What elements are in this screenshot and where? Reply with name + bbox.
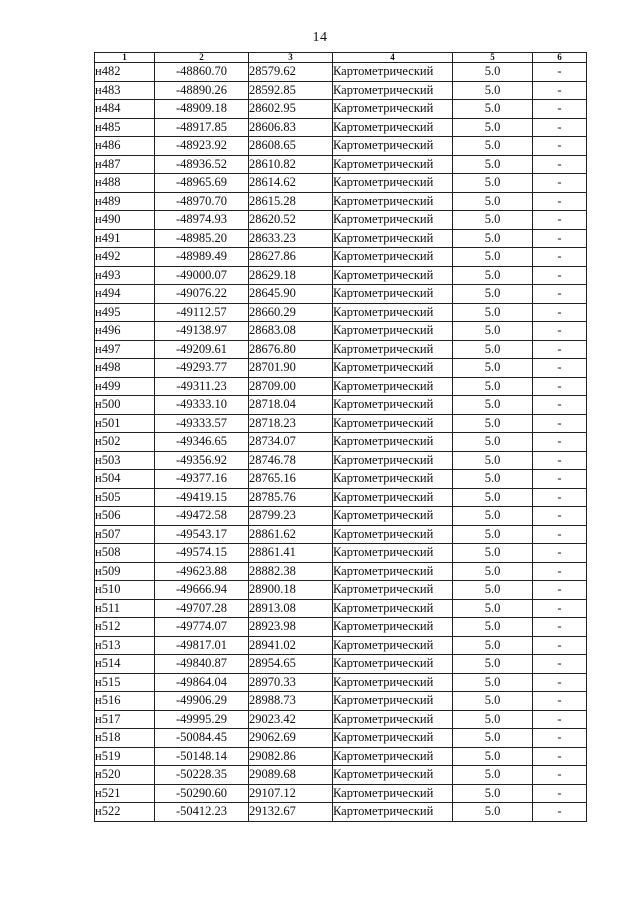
y-coordinate-cell: 28718.23	[249, 414, 333, 433]
method-cell: Картометрический	[333, 488, 453, 507]
table-row	[95, 692, 587, 711]
point-id-cell: н485	[95, 118, 155, 137]
point-id-cell: н488	[95, 174, 155, 193]
note-cell: -	[533, 525, 587, 544]
note-cell: -	[533, 544, 587, 563]
method-cell: Картометрический	[333, 673, 453, 692]
method-cell: Картометрический	[333, 81, 453, 100]
method-cell: Картометрический	[333, 285, 453, 304]
x-coordinate-cell: -49419.15	[155, 488, 249, 507]
method-cell: Картометрический	[333, 747, 453, 766]
point-id-cell: н491	[95, 229, 155, 248]
point-id-cell: н510	[95, 581, 155, 600]
y-coordinate-cell: 28633.23	[249, 229, 333, 248]
point-id-cell: н514	[95, 655, 155, 674]
note-cell: -	[533, 433, 587, 452]
accuracy-cell: 5.0	[453, 692, 533, 711]
x-coordinate-cell: -49666.94	[155, 581, 249, 600]
method-cell: Картометрический	[333, 396, 453, 415]
page-number: 14	[312, 30, 328, 45]
note-cell: -	[533, 488, 587, 507]
accuracy-cell: 5.0	[453, 285, 533, 304]
note-cell: -	[533, 451, 587, 470]
header-cell: 1	[95, 53, 155, 63]
y-coordinate-cell: 28606.83	[249, 118, 333, 137]
accuracy-cell: 5.0	[453, 507, 533, 526]
table-row	[95, 322, 587, 341]
accuracy-cell: 5.0	[453, 211, 533, 230]
method-cell: Картометрический	[333, 784, 453, 803]
x-coordinate-cell: -49472.58	[155, 507, 249, 526]
method-cell: Картометрический	[333, 359, 453, 378]
accuracy-cell: 5.0	[453, 766, 533, 785]
accuracy-cell: 5.0	[453, 192, 533, 211]
table-row	[95, 155, 587, 174]
accuracy-cell: 5.0	[453, 118, 533, 137]
y-coordinate-cell: 29062.69	[249, 729, 333, 748]
y-coordinate-cell: 28882.38	[249, 562, 333, 581]
method-cell: Картометрический	[333, 710, 453, 729]
x-coordinate-cell: -49377.16	[155, 470, 249, 489]
accuracy-cell: 5.0	[453, 155, 533, 174]
note-cell: -	[533, 322, 587, 341]
y-coordinate-cell: 28615.28	[249, 192, 333, 211]
method-cell: Картометрический	[333, 729, 453, 748]
note-cell: -	[533, 63, 587, 82]
y-coordinate-cell: 28746.78	[249, 451, 333, 470]
table-row	[95, 766, 587, 785]
note-cell: -	[533, 303, 587, 322]
x-coordinate-cell: -48890.26	[155, 81, 249, 100]
header-cell: 2	[155, 53, 249, 63]
method-cell: Картометрический	[333, 562, 453, 581]
note-cell: -	[533, 396, 587, 415]
point-id-cell: н516	[95, 692, 155, 711]
method-cell: Картометрический	[333, 599, 453, 618]
table-row	[95, 747, 587, 766]
point-id-cell: н512	[95, 618, 155, 637]
table-row	[95, 618, 587, 637]
x-coordinate-cell: -48965.69	[155, 174, 249, 193]
note-cell: -	[533, 248, 587, 267]
point-id-cell: н518	[95, 729, 155, 748]
point-id-cell: н483	[95, 81, 155, 100]
y-coordinate-cell: 28592.85	[249, 81, 333, 100]
method-cell: Картометрический	[333, 229, 453, 248]
accuracy-cell: 5.0	[453, 63, 533, 82]
accuracy-cell: 5.0	[453, 470, 533, 489]
method-cell: Картометрический	[333, 692, 453, 711]
method-cell: Картометрический	[333, 100, 453, 119]
note-cell: -	[533, 618, 587, 637]
point-id-cell: н495	[95, 303, 155, 322]
x-coordinate-cell: -48936.52	[155, 155, 249, 174]
y-coordinate-cell: 28683.08	[249, 322, 333, 341]
table-row	[95, 137, 587, 156]
x-coordinate-cell: -50290.60	[155, 784, 249, 803]
x-coordinate-cell: -49817.01	[155, 636, 249, 655]
coordinates-table	[94, 52, 587, 822]
accuracy-cell: 5.0	[453, 803, 533, 822]
table-row	[95, 266, 587, 285]
y-coordinate-cell: 28913.08	[249, 599, 333, 618]
accuracy-cell: 5.0	[453, 784, 533, 803]
x-coordinate-cell: -49995.29	[155, 710, 249, 729]
point-id-cell: н482	[95, 63, 155, 82]
note-cell: -	[533, 599, 587, 618]
table-row	[95, 544, 587, 563]
table-row	[95, 470, 587, 489]
accuracy-cell: 5.0	[453, 414, 533, 433]
y-coordinate-cell: 28709.00	[249, 377, 333, 396]
note-cell: -	[533, 710, 587, 729]
method-cell: Картометрический	[333, 507, 453, 526]
x-coordinate-cell: -48917.85	[155, 118, 249, 137]
note-cell: -	[533, 229, 587, 248]
header-row	[95, 53, 587, 63]
table-body	[95, 63, 587, 822]
x-coordinate-cell: -49864.04	[155, 673, 249, 692]
accuracy-cell: 5.0	[453, 248, 533, 267]
y-coordinate-cell: 28645.90	[249, 285, 333, 304]
point-id-cell: н490	[95, 211, 155, 230]
method-cell: Картометрический	[333, 192, 453, 211]
point-id-cell: н517	[95, 710, 155, 729]
x-coordinate-cell: -49076.22	[155, 285, 249, 304]
note-cell: -	[533, 155, 587, 174]
x-coordinate-cell: -49356.92	[155, 451, 249, 470]
accuracy-cell: 5.0	[453, 340, 533, 359]
x-coordinate-cell: -49138.97	[155, 322, 249, 341]
point-id-cell: н486	[95, 137, 155, 156]
point-id-cell: н503	[95, 451, 155, 470]
note-cell: -	[533, 340, 587, 359]
y-coordinate-cell: 29089.68	[249, 766, 333, 785]
x-coordinate-cell: -48970.70	[155, 192, 249, 211]
accuracy-cell: 5.0	[453, 747, 533, 766]
accuracy-cell: 5.0	[453, 81, 533, 100]
accuracy-cell: 5.0	[453, 451, 533, 470]
point-id-cell: н513	[95, 636, 155, 655]
table-row	[95, 562, 587, 581]
x-coordinate-cell: -48923.92	[155, 137, 249, 156]
point-id-cell: н522	[95, 803, 155, 822]
table-row	[95, 729, 587, 748]
table-row	[95, 377, 587, 396]
table-row	[95, 396, 587, 415]
point-id-cell: н521	[95, 784, 155, 803]
y-coordinate-cell: 28660.29	[249, 303, 333, 322]
accuracy-cell: 5.0	[453, 525, 533, 544]
method-cell: Картометрический	[333, 525, 453, 544]
table-row	[95, 507, 587, 526]
note-cell: -	[533, 562, 587, 581]
table-row	[95, 655, 587, 674]
table-row	[95, 710, 587, 729]
method-cell: Картометрический	[333, 414, 453, 433]
note-cell: -	[533, 192, 587, 211]
accuracy-cell: 5.0	[453, 359, 533, 378]
note-cell: -	[533, 81, 587, 100]
accuracy-cell: 5.0	[453, 488, 533, 507]
x-coordinate-cell: -49623.88	[155, 562, 249, 581]
y-coordinate-cell: 28629.18	[249, 266, 333, 285]
accuracy-cell: 5.0	[453, 544, 533, 563]
table-row	[95, 803, 587, 822]
table-row	[95, 451, 587, 470]
x-coordinate-cell: -49707.28	[155, 599, 249, 618]
method-cell: Картометрический	[333, 118, 453, 137]
accuracy-cell: 5.0	[453, 729, 533, 748]
y-coordinate-cell: 29107.12	[249, 784, 333, 803]
note-cell: -	[533, 266, 587, 285]
table-row	[95, 63, 587, 82]
x-coordinate-cell: -49112.57	[155, 303, 249, 322]
accuracy-cell: 5.0	[453, 618, 533, 637]
table-row	[95, 673, 587, 692]
point-id-cell: н507	[95, 525, 155, 544]
method-cell: Картометрический	[333, 544, 453, 563]
x-coordinate-cell: -49000.07	[155, 266, 249, 285]
x-coordinate-cell: -48989.49	[155, 248, 249, 267]
method-cell: Картометрический	[333, 655, 453, 674]
y-coordinate-cell: 28579.62	[249, 63, 333, 82]
point-id-cell: н498	[95, 359, 155, 378]
table-row	[95, 525, 587, 544]
point-id-cell: н501	[95, 414, 155, 433]
point-id-cell: н497	[95, 340, 155, 359]
y-coordinate-cell: 28954.65	[249, 655, 333, 674]
note-cell: -	[533, 211, 587, 230]
note-cell: -	[533, 729, 587, 748]
y-coordinate-cell: 28861.62	[249, 525, 333, 544]
header-cell: 6	[533, 53, 587, 63]
table-row	[95, 100, 587, 119]
note-cell: -	[533, 100, 587, 119]
note-cell: -	[533, 414, 587, 433]
table-row	[95, 118, 587, 137]
accuracy-cell: 5.0	[453, 433, 533, 452]
x-coordinate-cell: -49293.77	[155, 359, 249, 378]
point-id-cell: н520	[95, 766, 155, 785]
accuracy-cell: 5.0	[453, 562, 533, 581]
table-row	[95, 433, 587, 452]
point-id-cell: н492	[95, 248, 155, 267]
method-cell: Картометрический	[333, 211, 453, 230]
y-coordinate-cell: 28608.65	[249, 137, 333, 156]
y-coordinate-cell: 28988.73	[249, 692, 333, 711]
header-cell: 5	[453, 53, 533, 63]
x-coordinate-cell: -49774.07	[155, 618, 249, 637]
point-id-cell: н484	[95, 100, 155, 119]
x-coordinate-cell: -49840.87	[155, 655, 249, 674]
accuracy-cell: 5.0	[453, 636, 533, 655]
method-cell: Картометрический	[333, 266, 453, 285]
accuracy-cell: 5.0	[453, 581, 533, 600]
accuracy-cell: 5.0	[453, 303, 533, 322]
method-cell: Картометрический	[333, 248, 453, 267]
point-id-cell: н494	[95, 285, 155, 304]
point-id-cell: н499	[95, 377, 155, 396]
note-cell: -	[533, 174, 587, 193]
y-coordinate-cell: 28620.52	[249, 211, 333, 230]
accuracy-cell: 5.0	[453, 377, 533, 396]
x-coordinate-cell: -49209.61	[155, 340, 249, 359]
note-cell: -	[533, 470, 587, 489]
table-row	[95, 359, 587, 378]
y-coordinate-cell: 28970.33	[249, 673, 333, 692]
x-coordinate-cell: -50228.35	[155, 766, 249, 785]
method-cell: Картометрический	[333, 636, 453, 655]
note-cell: -	[533, 581, 587, 600]
accuracy-cell: 5.0	[453, 599, 533, 618]
y-coordinate-cell: 28785.76	[249, 488, 333, 507]
x-coordinate-cell: -49333.57	[155, 414, 249, 433]
point-id-cell: н502	[95, 433, 155, 452]
x-coordinate-cell: -49543.17	[155, 525, 249, 544]
x-coordinate-cell: -48974.93	[155, 211, 249, 230]
y-coordinate-cell: 29082.86	[249, 747, 333, 766]
table-row	[95, 599, 587, 618]
method-cell: Картометрический	[333, 137, 453, 156]
x-coordinate-cell: -50412.23	[155, 803, 249, 822]
y-coordinate-cell: 29023.42	[249, 710, 333, 729]
y-coordinate-cell: 28734.07	[249, 433, 333, 452]
y-coordinate-cell: 28799.23	[249, 507, 333, 526]
note-cell: -	[533, 803, 587, 822]
point-id-cell: н511	[95, 599, 155, 618]
point-id-cell: н515	[95, 673, 155, 692]
note-cell: -	[533, 766, 587, 785]
y-coordinate-cell: 28610.82	[249, 155, 333, 174]
table-row	[95, 414, 587, 433]
y-coordinate-cell: 28941.02	[249, 636, 333, 655]
header-cell: 4	[333, 53, 453, 63]
method-cell: Картометрический	[333, 433, 453, 452]
y-coordinate-cell: 28627.86	[249, 248, 333, 267]
table-row	[95, 784, 587, 803]
accuracy-cell: 5.0	[453, 396, 533, 415]
x-coordinate-cell: -49333.10	[155, 396, 249, 415]
table-row	[95, 285, 587, 304]
x-coordinate-cell: -48909.18	[155, 100, 249, 119]
accuracy-cell: 5.0	[453, 710, 533, 729]
note-cell: -	[533, 507, 587, 526]
accuracy-cell: 5.0	[453, 137, 533, 156]
y-coordinate-cell: 29132.67	[249, 803, 333, 822]
y-coordinate-cell: 28765.16	[249, 470, 333, 489]
accuracy-cell: 5.0	[453, 266, 533, 285]
method-cell: Картометрический	[333, 581, 453, 600]
note-cell: -	[533, 118, 587, 137]
note-cell: -	[533, 673, 587, 692]
point-id-cell: н505	[95, 488, 155, 507]
y-coordinate-cell: 28718.04	[249, 396, 333, 415]
y-coordinate-cell: 28602.95	[249, 100, 333, 119]
method-cell: Картометрический	[333, 451, 453, 470]
note-cell: -	[533, 285, 587, 304]
accuracy-cell: 5.0	[453, 100, 533, 119]
point-id-cell: н496	[95, 322, 155, 341]
point-id-cell: н504	[95, 470, 155, 489]
table-row	[95, 488, 587, 507]
method-cell: Картометрический	[333, 470, 453, 489]
note-cell: -	[533, 747, 587, 766]
header-cell: 3	[249, 53, 333, 63]
method-cell: Картометрический	[333, 322, 453, 341]
x-coordinate-cell: -48860.70	[155, 63, 249, 82]
point-id-cell: н489	[95, 192, 155, 211]
table-row	[95, 81, 587, 100]
table-row	[95, 303, 587, 322]
note-cell: -	[533, 692, 587, 711]
table-row	[95, 229, 587, 248]
x-coordinate-cell: -49311.23	[155, 377, 249, 396]
method-cell: Картометрический	[333, 340, 453, 359]
method-cell: Картометрический	[333, 766, 453, 785]
method-cell: Картометрический	[333, 63, 453, 82]
y-coordinate-cell: 28900.18	[249, 581, 333, 600]
method-cell: Картометрический	[333, 377, 453, 396]
note-cell: -	[533, 636, 587, 655]
table-row	[95, 636, 587, 655]
method-cell: Картометрический	[333, 303, 453, 322]
point-id-cell: н519	[95, 747, 155, 766]
note-cell: -	[533, 137, 587, 156]
method-cell: Картометрический	[333, 803, 453, 822]
x-coordinate-cell: -50084.45	[155, 729, 249, 748]
y-coordinate-cell: 28614.62	[249, 174, 333, 193]
table-row	[95, 192, 587, 211]
point-id-cell: н509	[95, 562, 155, 581]
accuracy-cell: 5.0	[453, 322, 533, 341]
point-id-cell: н493	[95, 266, 155, 285]
table-row	[95, 174, 587, 193]
x-coordinate-cell: -49906.29	[155, 692, 249, 711]
accuracy-cell: 5.0	[453, 673, 533, 692]
accuracy-cell: 5.0	[453, 174, 533, 193]
table-row	[95, 340, 587, 359]
y-coordinate-cell: 28676.80	[249, 340, 333, 359]
note-cell: -	[533, 377, 587, 396]
point-id-cell: н506	[95, 507, 155, 526]
y-coordinate-cell: 28861.41	[249, 544, 333, 563]
y-coordinate-cell: 28923.98	[249, 618, 333, 637]
method-cell: Картометрический	[333, 174, 453, 193]
table-row	[95, 248, 587, 267]
note-cell: -	[533, 784, 587, 803]
point-id-cell: н500	[95, 396, 155, 415]
table-header	[95, 53, 587, 63]
accuracy-cell: 5.0	[453, 229, 533, 248]
x-coordinate-cell: -50148.14	[155, 747, 249, 766]
point-id-cell: н508	[95, 544, 155, 563]
method-cell: Картометрический	[333, 155, 453, 174]
note-cell: -	[533, 655, 587, 674]
note-cell: -	[533, 359, 587, 378]
table-row	[95, 211, 587, 230]
method-cell: Картометрический	[333, 618, 453, 637]
point-id-cell: н487	[95, 155, 155, 174]
x-coordinate-cell: -49346.65	[155, 433, 249, 452]
x-coordinate-cell: -48985.20	[155, 229, 249, 248]
table-row	[95, 581, 587, 600]
accuracy-cell: 5.0	[453, 655, 533, 674]
y-coordinate-cell: 28701.90	[249, 359, 333, 378]
x-coordinate-cell: -49574.15	[155, 544, 249, 563]
